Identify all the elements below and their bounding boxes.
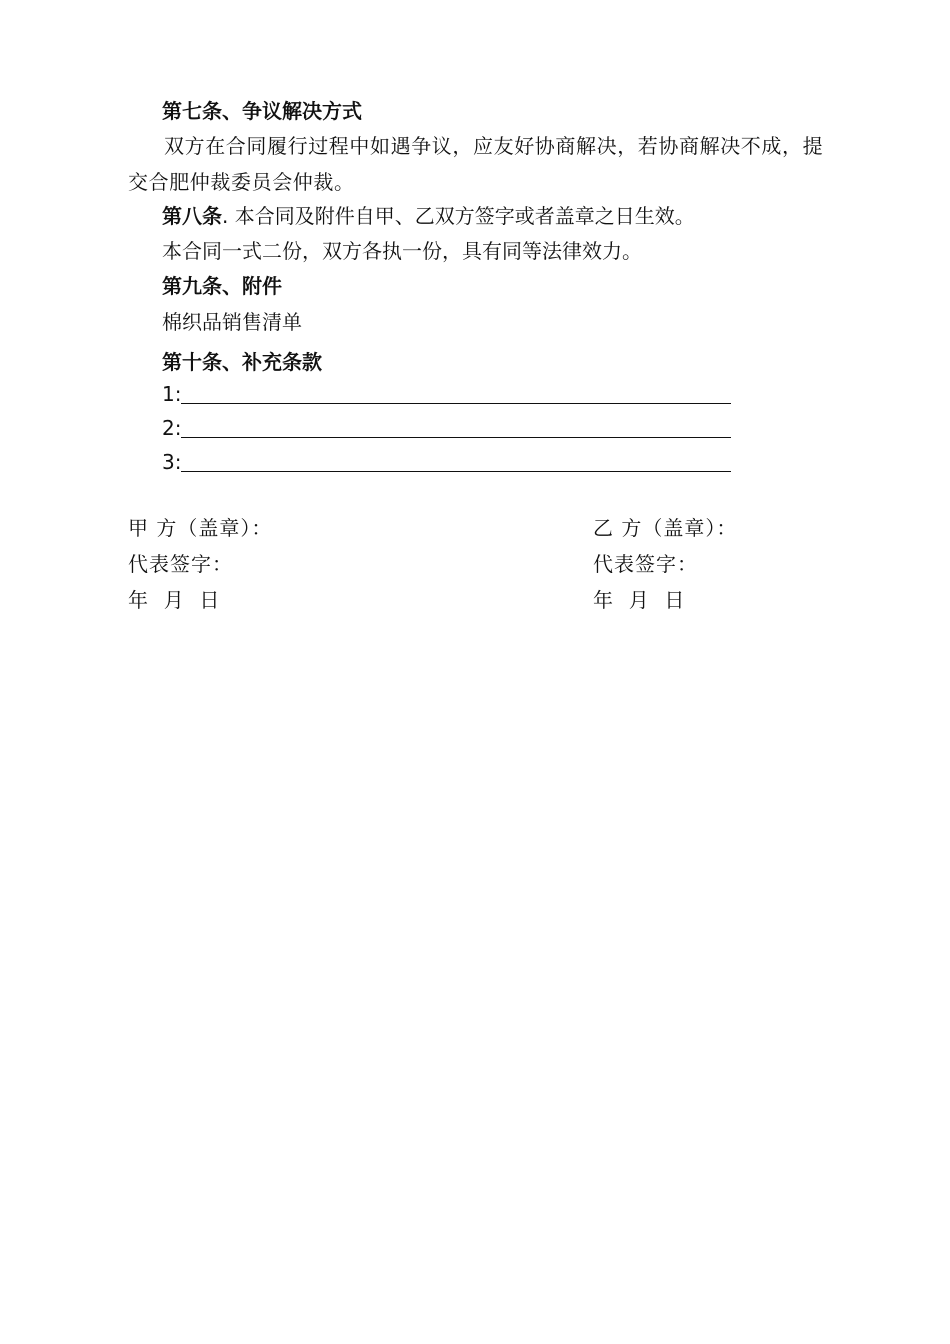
supplement-item-number: 1: <box>162 382 182 406</box>
article10-heading: 第十条、补充条款 <box>162 350 322 374</box>
article8-heading: 第八条 <box>162 204 222 228</box>
party-b-rep: 代表签字： <box>593 552 698 576</box>
supplement-item-3 <box>162 448 731 476</box>
party-a-rep: 代表签字： <box>128 552 233 576</box>
party-a-seal: 甲 方（盖章）： <box>128 516 273 540</box>
article8-line <box>162 202 695 230</box>
supplement-item-1 <box>162 380 731 408</box>
supplement-item-number: 3: <box>162 450 182 474</box>
supplement-blank-line[interactable] <box>181 383 731 404</box>
party-a-date: 年 月 日 <box>128 588 221 612</box>
article8-copies: 本合同一式二份，双方各执一份，具有同等法律效力。 <box>162 239 642 263</box>
article8-body: . 本合同及附件自甲、乙双方签字或者盖章之日生效。 <box>222 204 695 228</box>
article7-heading: 第七条、争议解决方式 <box>162 99 362 123</box>
supplement-item-number: 2: <box>162 416 182 440</box>
supplement-item-2 <box>162 414 731 442</box>
article9-body: 棉织品销售清单 <box>162 310 302 334</box>
supplement-blank-line[interactable] <box>181 417 731 438</box>
article9-heading: 第九条、附件 <box>162 274 282 298</box>
party-b-seal: 乙 方（盖章）： <box>593 516 738 540</box>
party-b-date: 年 月 日 <box>593 588 686 612</box>
article7-body: 双方在合同履行过程中如遇争议，应友好协商解决，若协商解决不成，提交合肥仲裁委员会仲裁。 <box>128 134 824 194</box>
supplement-blank-line[interactable] <box>181 451 731 472</box>
